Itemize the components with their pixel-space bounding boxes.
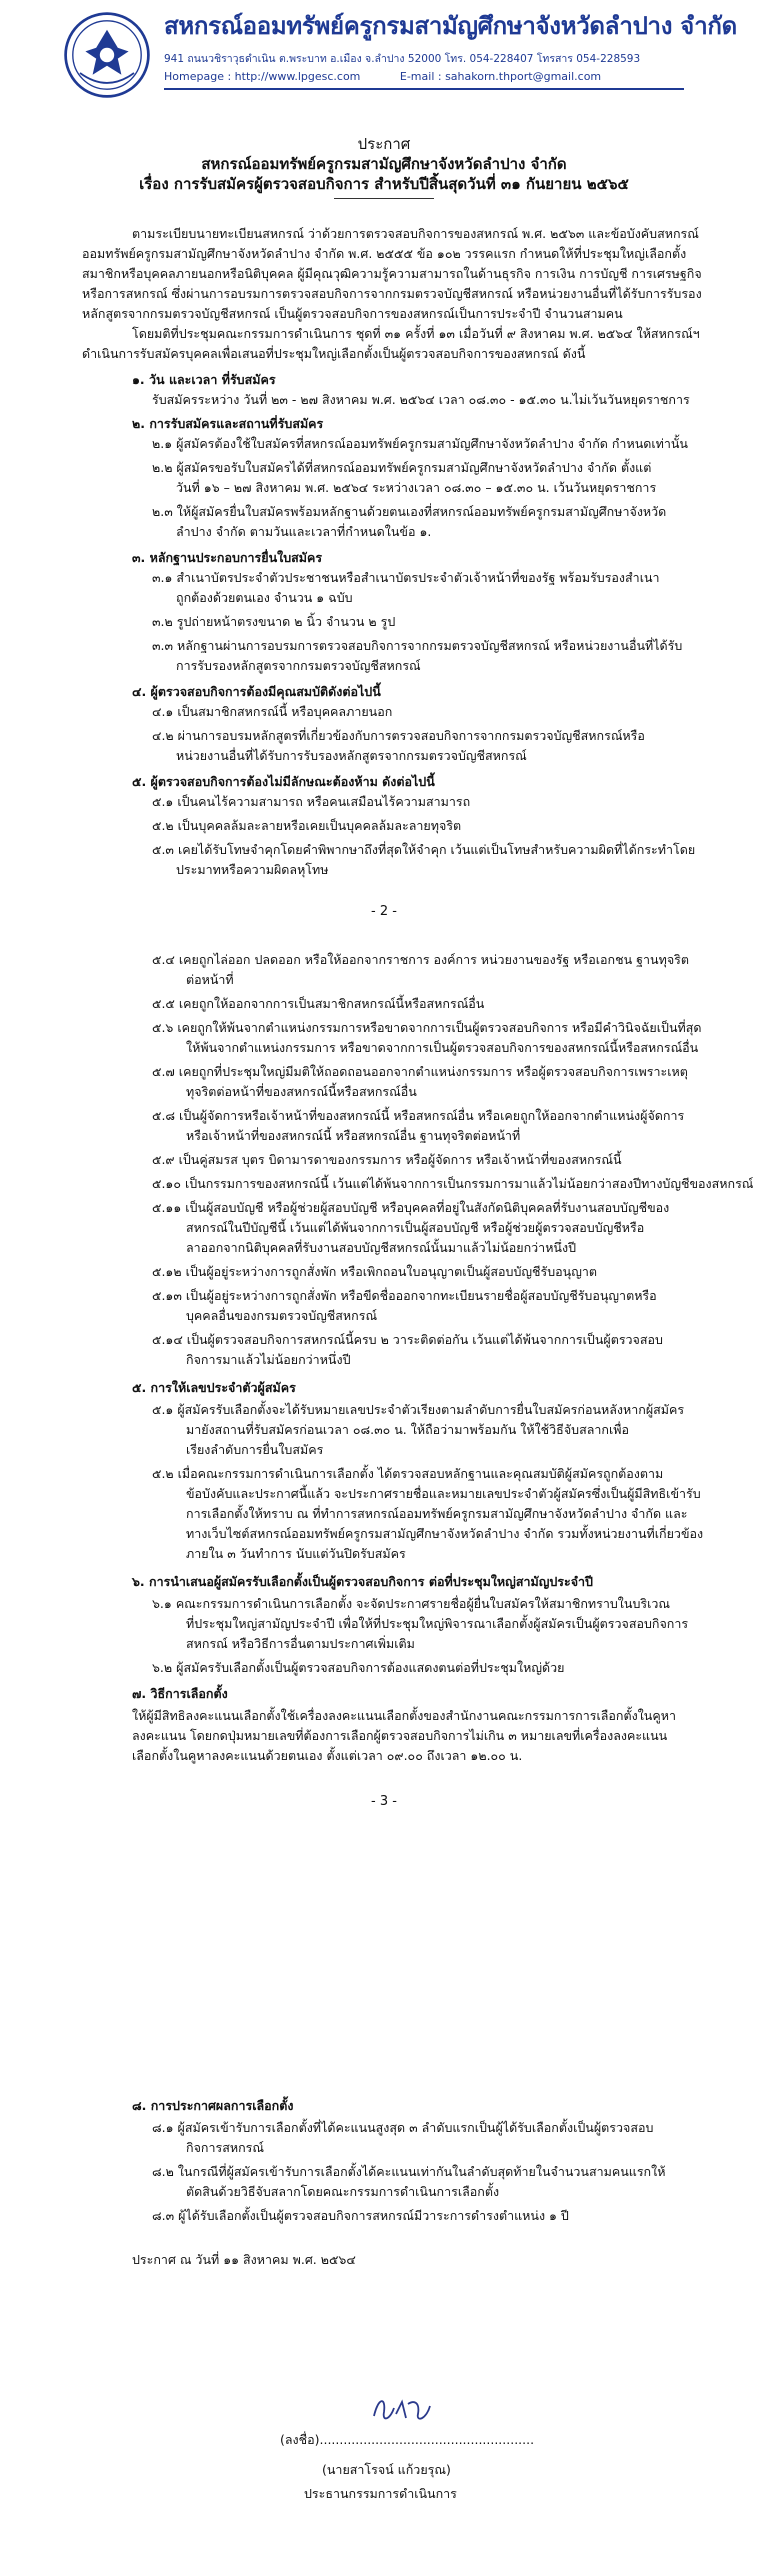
item-line: ๕.๗ เคยถูกที่ประชุมใหญ่มีมติให้ถอดถอนออกจากตำแหน่งกรรมการ หรือผู้ตรวจสอบกิจการเพราะเหตุ	[152, 1064, 688, 1079]
item-line: ๕.๒ เมื่อคณะกรรมการดำเนินการเลือกตั้ง ได้ตรวจสอบหลักฐานและคุณสมบัติผู้สมัครถูกต้องตาม	[152, 1466, 664, 1481]
item-line: หน่วยงานอื่นที่ได้รับการรับรองหลักสูตรจากกรมตรวจบัญชีสหกรณ์	[176, 748, 527, 763]
item-line: ตัดสินด้วยวิธีจับสลากโดยคณะกรรมการดำเนินการเลือกตั้ง	[186, 2184, 500, 2199]
item-line: ต่อหน้าที่	[186, 972, 234, 987]
announcement-org: สหกรณ์ออมทรัพย์ครูกรมสามัญศึกษาจังหวัดลำปาง จำกัด	[201, 155, 567, 173]
homepage-link[interactable]: Homepage : http://www.lpgesc.com	[164, 70, 361, 83]
email-link[interactable]: E-mail : sahakorn.thport@gmail.com	[399, 70, 602, 83]
item-line: เรียงลำดับการยื่นใบสมัคร	[186, 1442, 324, 1457]
section-heading: ๔. ผู้ตรวจสอบกิจการต้องมีคุณสมบัติดังต่อไปนี้	[132, 684, 381, 699]
item-line: ๕.๑๑ เป็นผู้สอบบัญชี หรือผู้ช่วยผู้สอบบัญชี หรือบุคคลที่อยู่ในสังกัดนิติบุคคลที่รับงานสอบบัญชีของ	[152, 1200, 670, 1215]
cooperative-logo	[62, 10, 152, 100]
section-heading: ๘. การประกาศผลการเลือกตั้ง	[132, 2098, 294, 2113]
item-line: ๕.๔ เคยถูกไล่ออก ปลดออก หรือให้ออกจากราชการ องค์การ หน่วยงานของรัฐ หรือเอกชน ฐานทุจริต	[152, 952, 689, 967]
item-line: ๕.๕ เคยถูกให้ออกจากการเป็นสมาชิกสหกรณ์นี้หรือสหกรณ์อื่น	[152, 996, 485, 1011]
intro-line: หลักสูตรจากกรมตรวจบัญชีสหกรณ์ เป็นผู้ตรวจสอบกิจการของสหกรณ์เป็นการประจำปี จำนวนสามคน	[82, 306, 623, 321]
letterhead	[60, 6, 750, 126]
item-line: ๕.๖ เคยถูกให้พ้นจากตำแหน่งกรรมการหรือขาดจากการเป็นผู้ตรวจสอบกิจการ หรือมีคำวินิจฉัยเป็นที่สุด	[152, 1020, 702, 1035]
item-line: ลำปาง จำกัด ตามวันและเวลาที่กำหนดในข้อ ๑.	[176, 524, 432, 539]
section-heading: ๑. วัน และเวลา ที่รับสมัคร	[132, 372, 276, 387]
announcement-label: ประกาศ	[357, 135, 411, 153]
item-line: ๕.๑๓ เป็นผู้อยู่ระหว่างการถูกสั่งพัก หรือขีดชื่อออกจากทะเบียนรายชื่อผู้สอบบัญชีรับอนุญาตหรือ	[152, 1288, 657, 1303]
item-line: ๒.๒ ผู้สมัครขอรับใบสมัครได้ที่สหกรณ์ออมทรัพย์ครูกรมสามัญศึกษาจังหวัดลำปาง จำกัด ตั้งแต่	[152, 460, 652, 475]
intro-line: ตามระเบียบนายทะเบียนสหกรณ์ ว่าด้วยการตรวจสอบกิจการของสหกรณ์ พ.ศ. ๒๕๖๓ และข้อบังคับสหกรณ์	[132, 226, 699, 241]
org-contact	[164, 70, 637, 83]
signature-image	[368, 2392, 438, 2428]
item-line: ๕.๑ เป็นคนไร้ความสามารถ หรือคนเสมือนไร้ความสามารถ	[152, 794, 471, 809]
section-heading: ๕. ผู้ตรวจสอบกิจการต้องไม่มีลักษณะต้องห้าม ดังต่อไปนี้	[132, 774, 435, 789]
item-line: ๔.๒ ผ่านการอบรมหลักสูตรที่เกี่ยวข้องกับการตรวจสอบกิจการจากกรมตรวจบัญชีสหกรณ์หรือ	[152, 728, 645, 743]
item-line: ๕.๑๔ เป็นผู้ตรวจสอบกิจการสหกรณ์นี้ครบ ๒ วาระติดต่อกัน เว้นแต่ได้พ้นจากการเป็นผู้ตรวจสอบ	[152, 1332, 663, 1347]
intro-line: สมาชิกหรือบุคคลภายนอกหรือนิติบุคคล ผู้มีคุณวุฒิความรู้ความสามารถในด้านธุรกิจ การเงิน การบัญชี การเศรษฐกิจ	[82, 266, 702, 281]
section-heading: ๗. วิธีการเลือกตั้ง	[132, 1686, 228, 1701]
section-heading: ๕. การให้เลขประจำตัวผู้สมัคร	[132, 1380, 296, 1395]
letterhead-divider	[164, 88, 684, 90]
item-line: กิจการมาแล้วไม่น้อยกว่าหนึ่งปี	[186, 1352, 351, 1367]
item-line: ๓.๒ รูปถ่ายหน้าตรงขนาด ๒ นิ้ว จำนวน ๒ รูป	[152, 614, 396, 629]
section-heading: ๒. การรับสมัครและสถานที่รับสมัคร	[132, 416, 324, 431]
item-line: เลือกตั้งในคูหาลงคะแนนด้วยตนเอง ตั้งแต่เวลา ๐๙.๐๐ ถึงเวลา ๑๒.๐๐ น.	[132, 1748, 523, 1763]
page-number: - 2 -	[371, 904, 397, 919]
item-line: สหกรณ์ หรือวิธีการอื่นตามประกาศเพิ่มเติม	[186, 1636, 415, 1651]
item-line: ประมาทหรือความผิดลหุโทษ	[176, 862, 329, 877]
item-line: ที่ประชุมใหญ่สามัญประจำปี เพื่อให้ที่ประชุมใหญ่พิจารณาเลือกตั้งผู้สมัครเป็นผู้ตรวจสอบกิจการ	[186, 1616, 689, 1631]
item-line: ให้พ้นจากตำแหน่งกรรมการ หรือขาดจากการเป็นผู้ตรวจสอบกิจการของสหกรณ์นี้หรือสหกรณ์อื่น	[186, 1040, 699, 1055]
section-heading: ๓. หลักฐานประกอบการยื่นใบสมัคร	[132, 550, 323, 565]
item-line: ๕.๒ เป็นบุคคลล้มละลายหรือเคยเป็นบุคคลล้มละลายทุจริต	[152, 818, 462, 833]
intro-line: ออมทรัพย์ครูกรมสามัญศึกษาจังหวัดลำปาง จำกัด พ.ศ. ๒๕๕๕ ข้อ ๑๐๒ วรรคแรก กำหนดให้ที่ประชุมใหญ่เลือกตั้ง	[82, 246, 687, 261]
page-number: - 3 -	[371, 1794, 397, 1809]
item-line: สหกรณ์ในปีบัญชีนี้ เว้นแต่ได้พ้นจากการเป็นผู้สอบบัญชี หรือผู้ช่วยผู้ตรวจสอบบัญชีหรือ	[186, 1220, 645, 1235]
signature-line: (ลงชื่อ)......................................................	[280, 2432, 535, 2447]
item-line: ๖.๑ คณะกรรมการดำเนินการเลือกตั้ง จะจัดประกาศรายชื่อผู้ยื่นใบสมัครให้สมาชิกทราบในบริเวณ	[152, 1596, 670, 1611]
intro-line: โดยมติที่ประชุมคณะกรรมการดำเนินการ ชุดที่ ๓๑ ครั้งที่ ๑๓ เมื่อวันที่ ๙ สิงหาคม พ.ศ. ๒๕๖๔ ให้สหกรณ์ฯ	[132, 326, 700, 341]
item-line: ถูกต้องด้วยตนเอง จำนวน ๑ ฉบับ	[176, 590, 353, 605]
item-line: หรือเจ้าหน้าที่ของสหกรณ์นี้ หรือสหกรณ์อื่น ฐานทุจริตต่อหน้าที่	[186, 1128, 521, 1143]
org-address: 941 ถนนวชิราวุธดำเนิน ต.พระบาท อ.เมือง จ.ลำปาง 52000 โทร. 054-228407 โทรสาร 054-228593	[164, 53, 641, 65]
item-line: ๘.๓ ผู้ได้รับเลือกตั้งเป็นผู้ตรวจสอบกิจการสหกรณ์มีวาระการดำรงตำแหน่ง ๑ ปี	[152, 2208, 569, 2223]
item-line: ๕.๑๐ เป็นกรรมการของสหกรณ์นี้ เว้นแต่ได้พ้นจากการเป็นกรรมการมาแล้วไม่น้อยกว่าสองปีทางบัญชีของสหกรณ์	[152, 1176, 754, 1191]
item-line: ๘.๑ ผู้สมัครเข้ารับการเลือกตั้งที่ได้คะแนนสูงสุด ๓ ลำดับแรกเป็นผู้ได้รับเลือกตั้งเป็นผู้ตรวจสอบ	[152, 2120, 654, 2135]
item-line: ๓.๓ หลักฐานผ่านการอบรมการตรวจสอบกิจการจากกรมตรวจบัญชีสหกรณ์ หรือหน่วยงานอื่นที่ได้รับ	[152, 638, 683, 653]
item-line: ๒.๓ ให้ผู้สมัครยื่นใบสมัครพร้อมหลักฐานด้วยตนเองที่สหกรณ์ออมทรัพย์ครูกรมสามัญศึกษาจังหวัด	[152, 504, 667, 519]
item-line: ๘.๒ ในกรณีที่ผู้สมัครเข้ารับการเลือกตั้งได้คะแนนเท่ากันในลำดับสุดท้ายในจำนวนสามคนแรกให้	[152, 2164, 666, 2179]
item-line: ๒.๑ ผู้สมัครต้องใช้ใบสมัครที่สหกรณ์ออมทรัพย์ครูกรมสามัญศึกษาจังหวัดลำปาง จำกัด กำหนดเท่านั้น	[152, 436, 688, 451]
header-rule	[334, 198, 434, 199]
item-line: ๕.๓ เคยได้รับโทษจำคุกโดยคำพิพากษาถึงที่สุดให้จำคุก เว้นแต่เป็นโทษสำหรับความผิดที่ได้กระทำโดย	[152, 842, 696, 857]
item-line: ทางเว็บไซต์สหกรณ์ออมทรัพย์ครูกรมสามัญศึกษาจังหวัดลำปาง จำกัด รวมทั้งหน่วยงานที่เกี่ยวข้อง	[186, 1526, 704, 1541]
intro-line: หรือการสหกรณ์ ซึ่งผ่านการอบรมการตรวจสอบกิจการจากกรมตรวจบัญชีสหกรณ์ หรือหน่วยงานอื่นที่ได้รับการรับรอง	[82, 286, 702, 301]
item-line: รับสมัครระหว่าง วันที่ ๒๓ - ๒๗ สิงหาคม พ.ศ. ๒๕๖๔ เวลา ๐๘.๓๐ - ๑๕.๓๐ น.ไม่เว้นวันหยุดราชการ	[152, 392, 690, 407]
item-line: ลาออกจากนิติบุคคลที่รับงานสอบบัญชีสหกรณ์นั้นมาแล้วไม่น้อยกว่าหนึ่งปี	[186, 1240, 577, 1255]
signer-name: (นายสาโรจน์ แก้วยรุณ)	[322, 2462, 451, 2477]
announcement-date: ประกาศ ณ วันที่ ๑๑ สิงหาคม พ.ศ. ๒๕๖๔	[132, 2252, 356, 2267]
item-line: ๓.๑ สำเนาบัตรประจำตัวประชาชนหรือสำเนาบัตรประจำตัวเจ้าหน้าที่ของรัฐ พร้อมรับรองสำเนา	[152, 570, 660, 585]
item-line: การเลือกตั้งให้ทราบ ณ ที่ทำการสหกรณ์ออมทรัพย์ครูกรมสามัญศึกษาจังหวัดลำปาง จำกัด และ	[186, 1506, 688, 1521]
item-line: วันที่ ๑๖ – ๒๗ สิงหาคม พ.ศ. ๒๕๖๔ ระหว่างเวลา ๐๘.๓๐ – ๑๕.๓๐ น. เว้นวันหยุดราชการ	[176, 480, 657, 495]
item-line: ทุจริตต่อหน้าที่ของสหกรณ์นี้หรือสหกรณ์อื่น	[186, 1084, 417, 1099]
item-line: มายังสถานที่รับสมัครก่อนเวลา ๐๘.๓๐ น. ให้ถือว่ามาพร้อมกัน ให้ใช้วิธีจับสลากเพื่อ	[186, 1422, 629, 1437]
item-line: กิจการสหกรณ์	[186, 2140, 264, 2155]
item-line: ๕.๑ ผู้สมัครรับเลือกตั้งจะได้รับหมายเลขประจำตัวเรียงตามลำดับการยื่นใบสมัครก่อนหลังหากผู้สมัคร	[152, 1402, 685, 1417]
item-line: ๔.๑ เป็นสมาชิกสหกรณ์นี้ หรือบุคคลภายนอก	[152, 704, 393, 719]
item-line: ภายใน ๓ วันทำการ นับแต่วันปิดรับสมัคร	[186, 1546, 406, 1561]
item-line: ๕.๘ เป็นผู้จัดการหรือเจ้าหน้าที่ของสหกรณ์นี้ หรือสหกรณ์อื่น หรือเคยถูกให้ออกจากตำแหน่งผู้จัดการ	[152, 1108, 685, 1123]
signer-title: ประธานกรรมการดำเนินการ	[304, 2486, 457, 2501]
item-line: ข้อบังคับและประกาศนี้แล้ว จะประกาศรายชื่อและหมายเลขประจำตัวผู้สมัครซึ่งเป็นผู้มีสิทธิเข้ารับ	[186, 1486, 701, 1501]
item-line: การรับรองหลักสูตรจากกรมตรวจบัญชีสหกรณ์	[176, 658, 421, 673]
item-line: ให้ผู้มีสิทธิลงคะแนนเลือกตั้งใช้เครื่องลงคะแนนเลือกตั้งของสำนักงานคณะกรรมการการเลือกตั้งในคูหา	[132, 1708, 676, 1723]
section-heading: ๖. การนำเสนอผู้สมัครรับเลือกตั้งเป็นผู้ตรวจสอบกิจการ ต่อที่ประชุมใหญ่สามัญประจำปี	[132, 1574, 593, 1589]
item-line: ๕.๑๒ เป็นผู้อยู่ระหว่างการถูกสั่งพัก หรือเพิกถอนใบอนุญาตเป็นผู้สอบบัญชีรับอนุญาต	[152, 1264, 597, 1279]
item-line: ๕.๙ เป็นคู่สมรส บุตร บิดามารดาของกรรมการ หรือผู้จัดการ หรือเจ้าหน้าที่ของสหกรณ์นี้	[152, 1152, 622, 1167]
item-line: ลงคะแนน โดยกดปุ่มหมายเลขที่ต้องการเลือกผู้ตรวจสอบกิจการไม่เกิน ๓ หมายเลขที่เครื่องลงคะแนน	[132, 1728, 668, 1743]
item-line: บุคคลอื่นของกรมตรวจบัญชีสหกรณ์	[186, 1308, 378, 1323]
org-name: สหกรณ์ออมทรัพย์ครูกรมสามัญศึกษาจังหวัดลำปาง จำกัด	[164, 12, 737, 40]
intro-line: ดำเนินการรับสมัครบุคคลเพื่อเสนอที่ประชุมใหญ่เลือกตั้งเป็นผู้ตรวจสอบกิจการของสหกรณ์ ดังนี้	[82, 346, 586, 361]
announcement-subject: เรื่อง การรับสมัครผู้ตรวจสอบกิจการ สำหรับปีสิ้นสุดวันที่ ๓๑ กันยายน ๒๕๖๕	[139, 175, 629, 193]
item-line: ๖.๒ ผู้สมัครรับเลือกตั้งเป็นผู้ตรวจสอบกิจการต้องแสดงตนต่อที่ประชุมใหญ่ด้วย	[152, 1660, 565, 1675]
